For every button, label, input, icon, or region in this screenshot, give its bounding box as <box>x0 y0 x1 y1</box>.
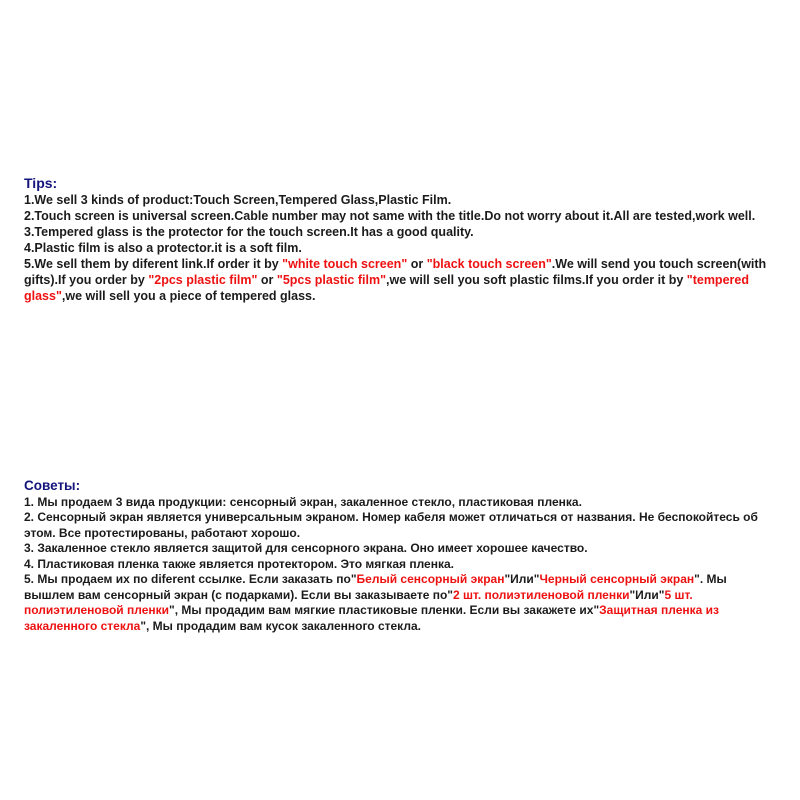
tip-line <box>24 557 780 573</box>
tip-highlight-text: "tempered glass" <box>24 273 749 303</box>
tip-highlight-text: "black touch screen" <box>426 257 552 271</box>
tip-line <box>24 256 780 304</box>
tip-text: 3. Закаленное стекло является защитой для сенсорного экрана. Оно имеет хорошее качество. <box>24 541 588 555</box>
tip-line <box>24 510 780 541</box>
tip-line <box>24 495 780 511</box>
tip-text: 4.Plastic film is also a protector.it is a soft film. <box>24 241 302 255</box>
tip-text: 2.Touch screen is universal screen.Cable number may not same with the title.Do not worry about it.All are tested,work well. <box>24 209 756 223</box>
tip-highlight-text: "2pcs plastic film" <box>148 273 258 287</box>
tips-lines-english <box>24 192 780 304</box>
tip-text: 3.Tempered glass is the protector for the touch screen.It has a good quality. <box>24 225 474 239</box>
tip-line <box>24 541 780 557</box>
tip-highlight-text: "5pcs plastic film" <box>276 273 387 287</box>
tip-highlight-text: 2 шт. полиэтиленовой пленки <box>452 587 630 602</box>
tip-highlight-text: 5 шт. полиэтиленовой пленки <box>24 587 693 617</box>
tip-text: 1.We sell 3 kinds of product:Touch Screen,Tempered Glass,Plastic Film. <box>24 193 452 207</box>
tips-heading-russian: Советы: <box>24 478 81 493</box>
tip-text: ". Мы вышлем вам сенсорный экран (с подарками). Если вы заказываете по" <box>24 572 727 602</box>
tip-text: ", Мы продадим вам кусок закаленного стекла. <box>140 618 421 633</box>
tip-highlight-text: Черный сенсорный экран <box>539 572 695 586</box>
tip-text: 5.We sell them by diferent link.If order it by <box>24 257 283 271</box>
tip-line <box>24 572 780 634</box>
tip-line <box>24 240 780 256</box>
tip-highlight-text: Защитная пленка из закаленного стекла <box>24 603 719 633</box>
tip-text: 1. Мы продаем 3 вида продукции: сенсорный экран, закаленное стекло, пластиковая пленка. <box>24 494 582 509</box>
tip-text: or <box>407 257 427 271</box>
tips-lines-russian <box>24 495 780 635</box>
tip-text: 4. Пластиковая пленка также является протектором. Это мягкая пленка. <box>24 556 454 571</box>
tip-text: ,we will sell you soft plastic films.If you order it by <box>386 273 687 287</box>
tip-highlight-text: Белый сенсорный экран <box>356 572 505 586</box>
tip-text: 2. Сенсорный экран является универсальным экраном. Номер кабеля может отличаться от названия. Не беспокойтесь об этом. Все протестированы, работают хорошо. <box>24 510 758 540</box>
tip-text: .We will send you touch screen(with gifts).If you order by <box>24 257 767 287</box>
tip-line <box>24 192 780 208</box>
tip-text: ,we will sell you a piece of tempered glass. <box>61 289 316 303</box>
tip-text: "Или" <box>504 572 540 586</box>
tip-line <box>24 224 780 240</box>
tip-text: ", Мы продадим вам мягкие пластиковые пленки. Если вы закажете их" <box>169 603 600 617</box>
tips-heading-english: Tips: <box>24 175 58 191</box>
tip-line <box>24 208 780 224</box>
tip-text: "Или" <box>629 587 665 602</box>
tip-text: or <box>257 273 277 287</box>
tips-section-russian <box>24 478 780 634</box>
tip-highlight-text: "white touch screen" <box>282 257 408 271</box>
tips-section-english <box>24 175 780 304</box>
tip-text: 5. Мы продаем их по diferent ссылке. Если заказать по" <box>24 572 357 586</box>
